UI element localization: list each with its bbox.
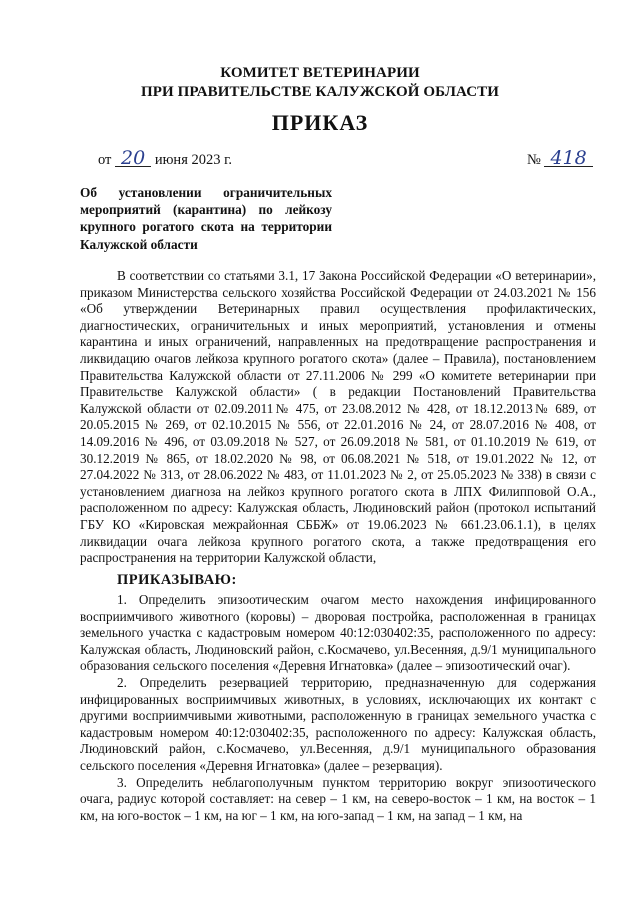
number-prefix: № [527, 152, 541, 168]
committee-name: КОМИТЕТ ВЕТЕРИНАРИИ [220, 65, 420, 81]
document-title: ПРИКАЗ [271, 110, 369, 135]
order-items [80, 592, 596, 824]
order-item-1: 1. Определить эпизоотическим очагом место нахождения инфицированного восприимчивого животного (коровы) – дворовая постройка, расположенная в границах земельного участка с кадастровым номером 40:12:030402:35, расположенного по адресу: Калужская область, Людиновский район, с.Космачево, ул.Весенняя, д.9/1 муниципального образования сельского поселения «Деревня Игнатовка» (далее – эпизоотический очаг). [80, 592, 596, 674]
committee-affiliation: ПРИ ПРАВИТЕЛЬСТВЕ КАЛУЖСКОЙ ОБЛАСТИ [140, 84, 500, 100]
date-prefix: от [98, 152, 112, 168]
order-subject: Об установлении ограничительных мероприятий (карантина) по лейкозу крупного рогатого скота на территории Калужской области [80, 185, 332, 252]
preamble-paragraph: В соответствии со статьями 3.1, 17 Закона Российской Федерации «О ветеринарии», приказом Министерства сельского хозяйства Российской Федерации от 24.03.2021 № 156 «Об утверждении Ветеринарных правил осуществления профилактических, диагностических, ограничительных и иных мероприятий, установления и отмены карантина и иных ограничений, направленных на предотвращение распространения и ликвидацию очагов лейкоза крупного рогатого скота» (далее – Правила), постановлением Правительства Калужской области от 27.11.2006 № 299 «О комитете ветеринарии при Правительстве Калужской области» ( в редакции Постановлений Правительства Калужской области от 02.09.2011№ 475, от 23.08.2012 № 428, от 18.12.2013№ 689, от 20.05.2015 № 269, от 02.10.2015 № 556, от 22.01.2016 № 24, от 28.07.2016 № 408, от 14.09.2016 № 496, от 03.09.2018 № 527, от 26.09.2018 № 581, от 01.10.2019 № 619, от 30.12.2019 № 865, от 18.02.2020 № 98, от 06.08.2021 № 518, от 19.01.2022 № 12, от 27.04.2022 № 313, от 28.06.2022 № 483, от 11.01.2023 № 2, от 25.05.2023 № 338) в связи с установлением диагноза на лейкоз крупного рогатого скота в ЛПХ Филипповой О.А., расположенном по адресу: Калужская область, Людиновский район (протокол испытаний ГБУ КО «Кировская межрайонная СББЖ» от 19.06.2023 № 661.23.06.1.1), в целях ликвидации очага лейкоза крупного рогатого скота, а также предотвращения его распространения на территории Калужской области, [80, 268, 596, 566]
date-day-handwritten: 20 [115, 150, 151, 167]
preamble-block [80, 268, 596, 567]
number-value-handwritten: 418 [544, 150, 592, 167]
order-number [527, 147, 593, 169]
order-item-3: 3. Определить неблагополучным пунктом территорию вокруг эпизоотического очага, радиус которой составляет: на север – 1 км, на северо-восток – 1 км, на восток – 1 км, на юго-восток – 1 км, на юг – 1 км, на юго-запад – 1 км, на запад – 1 км, на [80, 774, 596, 823]
order-item-2: 2. Определить резервацией территорию, предназначенную для содержания инфицированных восприимчивых животных, в условиях, исключающих их контакт с другими восприимчивыми животными, расположенную в границах земельного участка с кадастровым номером 40:12:030402:35, расположенного по адресу: Калужская область, Людиновский район, с.Космачево, ул.Весенняя, д.9/1 муниципального образования сельского поселения «Деревня Игнатовка» (далее – резервация). [80, 674, 596, 773]
order-date [98, 147, 233, 169]
date-month-year: июня 2023 г. [154, 152, 233, 168]
order-word: ПРИКАЗЫВАЮ: [117, 572, 237, 588]
